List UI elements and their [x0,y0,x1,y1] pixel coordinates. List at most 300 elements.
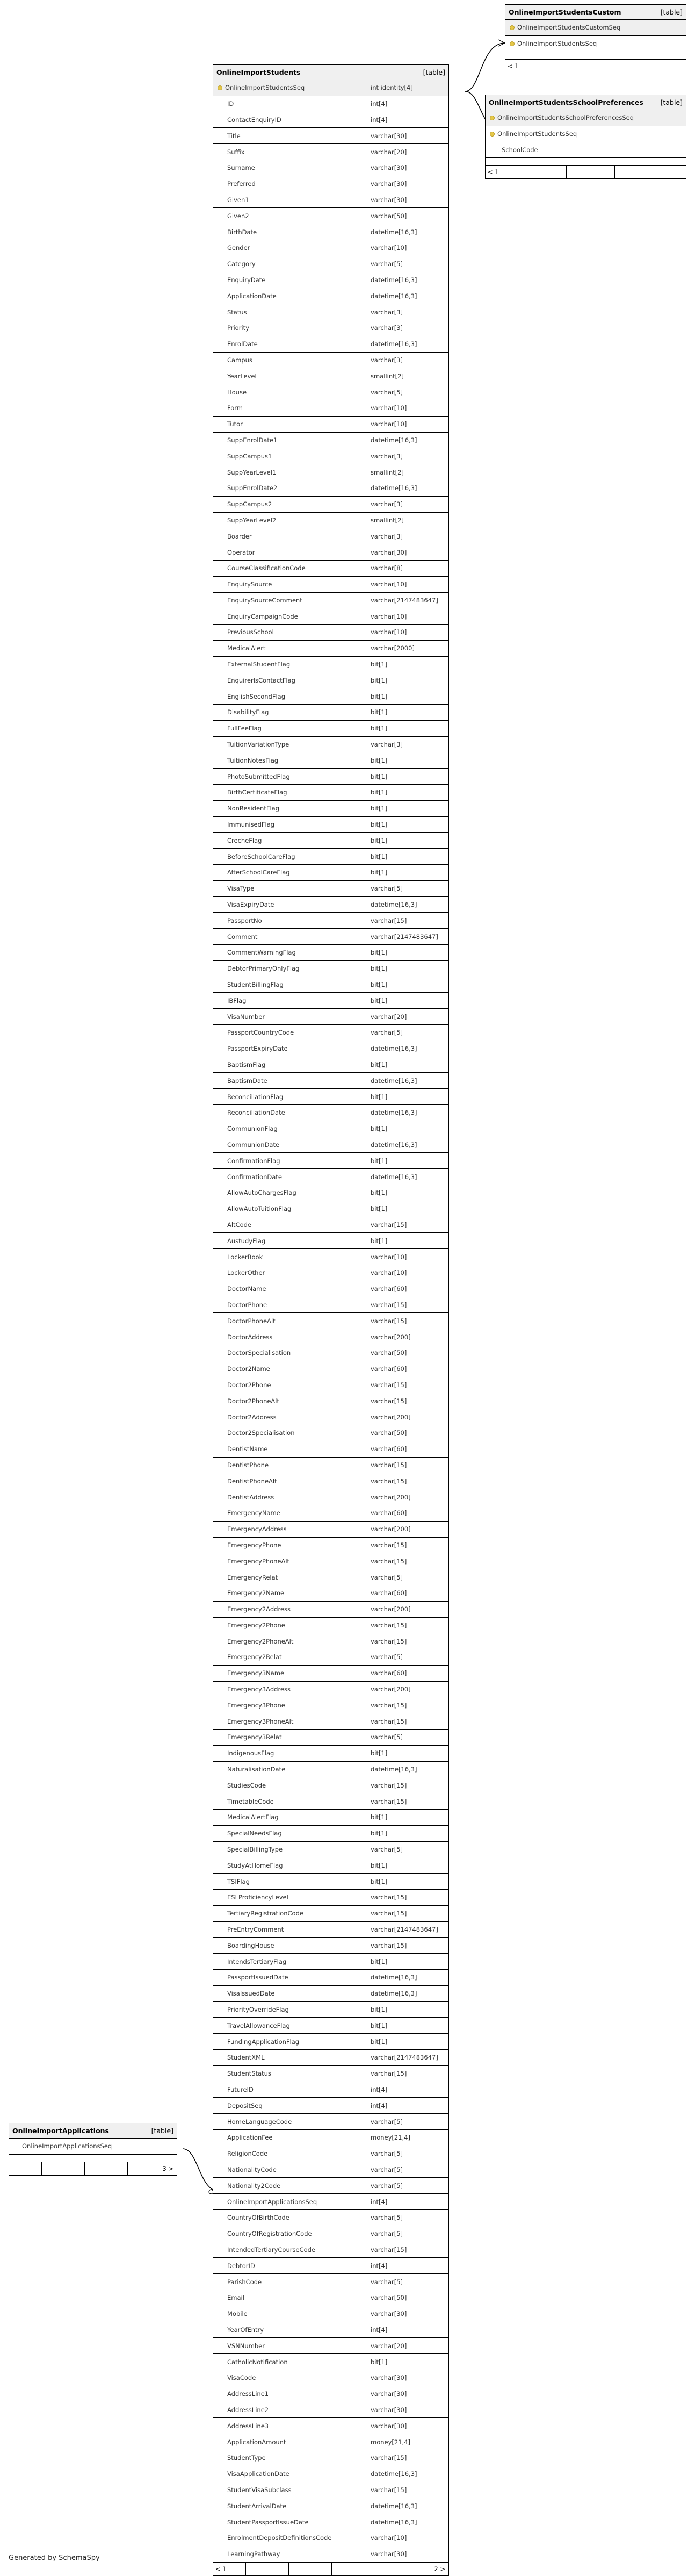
column-row[interactable] [213,1185,448,1201]
column-row[interactable] [213,2514,448,2530]
column-name: OnlineImportStudentsCustomSeq [517,24,621,32]
column-row[interactable] [213,593,448,609]
column-name: BaptismFlag [227,1061,266,1068]
column-row[interactable] [213,304,448,320]
column-name: Preferred [227,180,256,188]
column-name: Doctor2Phone [227,1381,271,1389]
column-row[interactable] [213,1473,448,1489]
column-type: varchar[60] [368,1505,448,1521]
column-name: Emergency2Address [227,1605,291,1613]
column-row[interactable] [213,752,448,769]
column-type: bit[1] [368,977,448,993]
column-row[interactable] [213,2242,448,2258]
column-name: TuitionNotesFlag [227,756,279,764]
column-type: bit[1] [368,752,448,768]
column-name: CountryOfRegistrationCode [227,2230,312,2238]
column-row[interactable] [213,1217,448,1233]
table-header [486,95,686,110]
column-name: BirthDate [227,228,257,236]
column-row[interactable] [213,1826,448,1842]
column-type: datetime[16,3] [368,1137,448,1153]
column-type: varchar[5] [368,1649,448,1665]
column-row[interactable] [213,96,448,112]
column-row[interactable] [213,2274,448,2290]
column-list [213,80,448,2563]
column-row[interactable] [213,2114,448,2130]
column-name: ConfirmationDate [227,1173,282,1181]
column-row[interactable] [213,1618,448,1634]
column-row[interactable] [213,2386,448,2402]
column-name: EnquirySource [227,580,272,589]
column-row[interactable] [213,384,448,400]
column-row[interactable] [213,1922,448,1938]
column-name: ExternalStudentFlag [227,661,291,669]
column-row[interactable] [213,2498,448,2514]
column-row[interactable] [213,1730,448,1746]
column-type: varchar[30] [368,2546,448,2562]
column-type: varchar[20] [368,1009,448,1024]
column-row[interactable] [213,336,448,353]
column-row[interactable] [213,945,448,961]
column-row[interactable] [213,1057,448,1073]
column-row[interactable] [213,2178,448,2194]
column-type: varchar[15] [368,1906,448,1921]
column-name: Suffix [227,148,245,156]
column-row[interactable] [213,1986,448,2002]
column-row[interactable] [213,1441,448,1458]
column-row[interactable] [505,20,686,36]
crowfoot-custom [498,40,505,46]
table-online-import-students-custom[interactable] [505,4,686,73]
column-type: varchar[15] [368,1938,448,1953]
column-name: AllowAutoChargesFlag [227,1189,296,1197]
column-type: varchar[50] [368,208,448,224]
column-row[interactable] [213,2098,448,2114]
column-name: Doctor2PhoneAlt [227,1397,279,1405]
column-name: Emergency2Name [227,1589,285,1597]
column-row[interactable] [213,1970,448,1986]
column-name: StudentArrivalDate [227,2502,287,2510]
column-type: varchar[10] [368,625,448,640]
column-type: varchar[2147483647] [368,593,448,608]
column-row[interactable] [213,176,448,192]
column-row[interactable] [213,464,448,480]
column-type: smallint[2] [368,368,448,384]
column-name: MedicalAlertFlag [227,1813,279,1821]
column-row[interactable] [213,625,448,641]
column-row[interactable] [213,913,448,929]
column-row[interactable] [213,2338,448,2354]
column-type: varchar[60] [368,1585,448,1601]
column-type: varchar[5] [368,384,448,400]
column-row[interactable] [213,1569,448,1585]
column-row[interactable] [213,1329,448,1345]
column-row[interactable] [213,1890,448,1906]
column-name: BirthCertificateFlag [227,788,287,797]
column-type: varchar[8] [368,561,448,576]
column-row[interactable] [213,1522,448,1538]
column-name: EnquiryDate [227,276,266,284]
children-count: 2 > [331,2563,448,2575]
column-type: varchar[60] [368,1281,448,1297]
column-row[interactable] [213,2546,448,2563]
column-type: varchar[10] [368,608,448,624]
column-row[interactable] [213,417,448,433]
column-row[interactable] [213,480,448,497]
column-row[interactable] [213,2050,448,2066]
column-row[interactable] [213,1409,448,1425]
column-row[interactable] [213,1345,448,1361]
column-type: varchar[200] [368,1489,448,1505]
column-row[interactable] [213,1538,448,1554]
column-type: bit[1] [368,705,448,720]
column-row[interactable] [213,1489,448,1505]
column-row[interactable] [213,1777,448,1793]
column-row[interactable] [213,128,448,144]
column-row[interactable] [213,2258,448,2274]
column-name: ESLProficiencyLevel [227,1893,288,1901]
column-row[interactable] [213,240,448,256]
column-row[interactable] [213,288,448,304]
column-row[interactable] [213,1201,448,1217]
column-row[interactable] [213,1361,448,1377]
column-type: varchar[15] [368,1377,448,1393]
column-row[interactable] [213,2450,448,2466]
column-name: IndigenousFlag [227,1749,274,1757]
column-row[interactable] [213,688,448,705]
column-type: datetime[16,3] [368,1986,448,2001]
column-name: ReligionCode [227,2150,268,2158]
column-row[interactable] [213,1458,448,1474]
column-row[interactable] [213,1553,448,1569]
column-row[interactable] [213,1105,448,1121]
table-online-import-students[interactable] [213,64,449,2576]
column-name: Title [227,132,241,140]
column-name: Doctor2Name [227,1365,270,1373]
column-row[interactable] [213,272,448,289]
column-row[interactable] [213,2418,448,2434]
column-name: VisaIssuedDate [227,1990,275,1998]
column-row[interactable] [213,368,448,384]
column-row[interactable] [213,833,448,849]
column-name: ApplicationDate [227,292,277,300]
column-type: varchar[5] [368,2178,448,2193]
column-row[interactable] [213,1393,448,1409]
column-row[interactable] [213,1842,448,1858]
column-name: AustudyFlag [227,1237,266,1245]
column-row[interactable] [486,126,686,142]
column-type: varchar[5] [368,1730,448,1745]
column-row[interactable] [213,1265,448,1281]
column-name: FundingApplicationFlag [227,2037,300,2046]
column-name: TimetableCode [227,1797,274,1805]
column-type: varchar[30] [368,192,448,208]
column-row[interactable] [213,801,448,817]
column-type: varchar[2147483647] [368,929,448,944]
column-row[interactable] [213,1297,448,1314]
column-name: StudentType [227,2454,266,2462]
column-row[interactable] [213,1906,448,1922]
column-name: OnlineImportApplicationsSeq [22,2142,112,2150]
column-row[interactable] [213,2402,448,2419]
column-row[interactable] [213,2370,448,2386]
column-row[interactable] [213,513,448,529]
column-name: AddressLine1 [227,2390,269,2398]
column-type: datetime[16,3] [368,336,448,352]
column-name: DebtorPrimaryOnlyFlag [227,965,300,973]
column-row[interactable] [505,36,686,52]
column-row[interactable] [213,2322,448,2338]
column-name: VisaType [227,885,255,893]
column-row[interactable] [486,110,686,126]
column-type: datetime[16,3] [368,1762,448,1777]
column-row[interactable] [213,1666,448,1682]
column-row[interactable] [213,1505,448,1522]
column-name: AltCode [227,1221,252,1229]
column-type: datetime[16,3] [368,1073,448,1088]
column-row[interactable] [213,849,448,865]
column-row[interactable] [213,1425,448,1441]
column-row[interactable] [213,657,448,673]
column-row[interactable] [9,2139,177,2155]
column-row[interactable] [213,528,448,544]
column-type: varchar[15] [368,2450,448,2466]
column-type: varchar[3] [368,448,448,464]
column-row[interactable] [213,1633,448,1649]
column-row[interactable] [213,2482,448,2499]
column-name: OnlineImportStudentsSeq [517,40,597,48]
column-row[interactable] [213,977,448,993]
column-row[interactable] [213,2290,448,2306]
column-row[interactable] [213,497,448,513]
spacer-row [486,158,686,166]
column-row[interactable] [213,785,448,801]
column-row[interactable] [213,1169,448,1185]
column-type: varchar[20] [368,144,448,160]
spacer-row [505,52,686,60]
column-row[interactable] [213,2146,448,2162]
column-row[interactable] [213,993,448,1009]
column-row[interactable] [213,2130,448,2146]
column-row[interactable] [213,1249,448,1265]
column-row[interactable] [213,2002,448,2018]
column-name: Email [227,2294,244,2302]
column-type: datetime[16,3] [368,2514,448,2530]
column-row[interactable] [213,2530,448,2546]
column-name: AddressLine3 [227,2422,269,2430]
column-row[interactable] [213,544,448,561]
key-icon [490,132,495,137]
column-row[interactable] [213,2162,448,2178]
column-name: Emergency2Relat [227,1653,282,1661]
column-row[interactable] [213,208,448,224]
column-row[interactable] [213,433,448,449]
column-row[interactable] [213,192,448,209]
column-row[interactable] [213,672,448,688]
column-name: PriorityOverrideFlag [227,2006,289,2014]
column-type: datetime[16,3] [368,897,448,913]
column-row[interactable] [213,224,448,240]
column-type: bit[1] [368,1121,448,1137]
column-row[interactable] [213,1313,448,1329]
column-type: bit[1] [368,769,448,784]
column-row[interactable] [213,1810,448,1826]
column-name: FutureID [227,2086,254,2093]
column-row[interactable] [213,769,448,785]
column-row[interactable] [213,2194,448,2210]
column-type: int[4] [368,96,448,112]
column-row[interactable] [213,2210,448,2226]
column-type: varchar[10] [368,400,448,416]
column-name: EnrolmentDepositDefinitionsCode [227,2534,332,2542]
column-row[interactable] [213,2066,448,2082]
column-name: EnquirySourceComment [227,596,302,604]
table-type: [table] [660,98,683,106]
column-type: varchar[200] [368,1522,448,1537]
column-name: PassportCountryCode [227,1029,294,1037]
column-row[interactable] [213,80,448,96]
column-row[interactable] [213,1585,448,1602]
column-row[interactable] [213,2434,448,2450]
column-type: int[4] [368,112,448,128]
column-row[interactable] [213,1938,448,1954]
column-row[interactable] [213,737,448,753]
column-name: Mobile [227,2310,248,2318]
column-row[interactable] [213,2306,448,2322]
column-type: datetime[16,3] [368,224,448,240]
column-type: varchar[3] [368,737,448,752]
column-name: VisaCode [227,2374,256,2382]
column-name: IntendedTertiaryCourseCode [227,2245,315,2254]
column-row[interactable] [213,1954,448,1970]
column-row[interactable] [213,1857,448,1874]
column-row[interactable] [213,1121,448,1137]
column-row[interactable] [213,448,448,464]
column-row[interactable] [213,1281,448,1297]
column-row[interactable] [213,577,448,593]
column-row[interactable] [213,1041,448,1057]
column-row[interactable] [213,865,448,881]
column-name: StudentBillingFlag [227,981,284,989]
column-type: varchar[5] [368,256,448,272]
column-row[interactable] [213,1137,448,1153]
column-type: varchar[15] [368,1473,448,1489]
column-name: Category [227,260,256,268]
column-row[interactable] [213,1377,448,1394]
key-icon [218,85,222,90]
column-row[interactable] [213,2082,448,2098]
column-row[interactable] [213,1762,448,1778]
column-row[interactable] [213,1009,448,1025]
column-type: bit[1] [368,849,448,864]
column-row[interactable] [213,608,448,625]
column-row[interactable] [486,142,686,159]
column-type: datetime[16,3] [368,272,448,288]
column-row[interactable] [213,320,448,336]
column-row[interactable] [213,881,448,897]
column-row[interactable] [213,897,448,913]
column-row[interactable] [213,160,448,176]
column-type: varchar[3] [368,304,448,320]
column-name: StudentXML [227,2054,265,2062]
column-type: varchar[15] [368,1553,448,1569]
column-type: varchar[5] [368,2210,448,2226]
column-name: Nationality2Code [227,2182,281,2190]
column-row[interactable] [213,1602,448,1618]
column-row[interactable] [213,817,448,833]
column-row[interactable] [213,112,448,128]
column-row[interactable] [213,1073,448,1089]
column-row[interactable] [213,2226,448,2242]
parents-count: < 1 [488,168,499,176]
column-row[interactable] [213,2034,448,2050]
column-row[interactable] [213,1025,448,1041]
column-type: int identity[4] [368,80,448,96]
table-footer [9,2162,177,2175]
column-row[interactable] [213,2018,448,2034]
column-row[interactable] [213,705,448,721]
column-row[interactable] [213,721,448,737]
column-row[interactable] [213,1746,448,1762]
column-type: datetime[16,3] [368,433,448,448]
column-type: varchar[5] [368,2114,448,2129]
column-row[interactable] [213,1233,448,1249]
column-type: varchar[200] [368,1682,448,1697]
column-name: Emergency3Relat [227,1733,282,1741]
table-type: [table] [423,68,445,76]
column-row[interactable] [213,1153,448,1169]
table-online-import-students-school-preferences[interactable] [485,95,686,179]
column-type: varchar[15] [368,2482,448,2498]
column-name: DoctorSpecialisation [227,1349,291,1357]
column-name: SpecialBillingType [227,1846,283,1854]
column-row[interactable] [213,2466,448,2482]
column-type: smallint[2] [368,464,448,480]
column-type: varchar[10] [368,1249,448,1265]
column-row[interactable] [213,1697,448,1713]
column-name: ConfirmationFlag [227,1157,280,1165]
column-name: ReconciliationDate [227,1109,285,1117]
column-row[interactable] [213,1089,448,1105]
column-row[interactable] [213,2354,448,2370]
column-name: StudyAtHomeFlag [227,1861,283,1869]
column-type: varchar[15] [368,1793,448,1809]
column-name: EmergencyRelat [227,1573,278,1581]
column-row[interactable] [213,1682,448,1698]
column-row[interactable] [213,353,448,369]
column-row[interactable] [213,1874,448,1890]
column-row[interactable] [213,961,448,977]
column-name: PreEntryComment [227,1926,284,1934]
column-name: CommunionDate [227,1140,280,1149]
column-row[interactable] [213,641,448,657]
table-name: OnlineImportApplications [12,2127,109,2135]
column-row[interactable] [213,144,448,160]
column-row[interactable] [213,1713,448,1730]
column-type: varchar[30] [368,176,448,192]
column-name: CommunionFlag [227,1125,278,1133]
column-row[interactable] [213,1649,448,1666]
column-name: TSIFlag [227,1877,250,1885]
table-online-import-applications[interactable] [9,2123,177,2176]
column-row[interactable] [213,1793,448,1810]
column-row[interactable] [213,256,448,272]
column-type: varchar[5] [368,2162,448,2178]
column-row[interactable] [213,929,448,945]
column-row[interactable] [213,561,448,577]
column-type: varchar[10] [368,2530,448,2546]
column-row[interactable] [213,400,448,417]
